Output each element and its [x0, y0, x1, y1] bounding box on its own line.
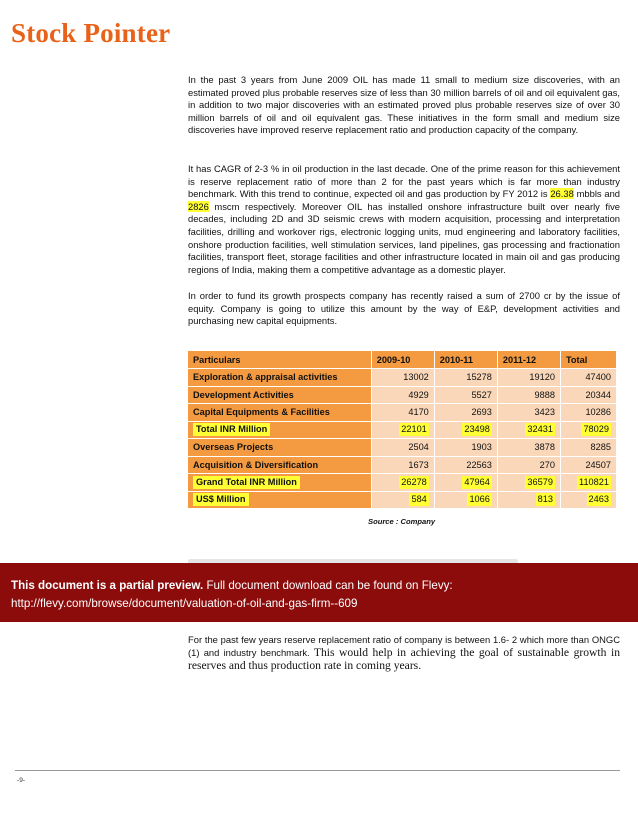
paragraph-funding: In order to fund its growth prospects company has recently raised a sum of 2700 cr by the issue of equity. Company is going to utilize this amount by the way of E&P, development activities and purchasing new capital equipments. — [188, 290, 620, 327]
table-cell: 2504 — [371, 439, 434, 457]
highlight-oil-production: 26.38 — [550, 188, 574, 200]
table-cell: 26278 — [401, 476, 427, 487]
footer-divider — [15, 770, 620, 771]
table-cell-wrap — [434, 421, 497, 439]
table-cell-wrap — [497, 421, 560, 439]
paragraph-text: mbbls and — [573, 188, 620, 200]
table-cell: 3423 — [497, 404, 560, 422]
table-cell: 32431 — [527, 424, 553, 435]
table-cell: 8285 — [560, 439, 616, 457]
table-cell: 78029 — [583, 424, 609, 435]
table-cell: 110821 — [579, 476, 609, 487]
table-row — [188, 439, 617, 457]
table-cell: 4929 — [371, 386, 434, 404]
table-cell: 2463 — [588, 494, 609, 505]
table-cell: 10286 — [560, 404, 616, 422]
table-cell: 47964 — [464, 476, 490, 487]
row-label: Grand Total INR Million — [193, 476, 300, 489]
table-cell-wrap — [434, 474, 497, 492]
table-cell-wrap — [497, 491, 560, 509]
paragraph-text: For the past few years reserve replacement ratio of company is between 1.6- 2 which more than ONGC (1) and industry benchmark. — [188, 634, 620, 658]
table-cell: 1903 — [434, 439, 497, 457]
paragraph-production — [188, 163, 620, 276]
row-label: Total INR Million — [193, 423, 270, 436]
table-cell: 1066 — [469, 494, 490, 505]
table-cell-wrap — [497, 474, 560, 492]
banner-text: Full document download can be found on Flevy: — [203, 579, 453, 592]
column-header: Particulars — [188, 351, 371, 369]
row-label: Acquisition & Diversification — [188, 456, 371, 474]
column-header: 2009-10 — [371, 351, 434, 369]
table-cell: 22563 — [434, 456, 497, 474]
page-title: Stock Pointer — [11, 18, 171, 48]
table-header-row — [188, 351, 617, 369]
row-label: Capital Equipments & Facilities — [188, 404, 371, 422]
table-cell-wrap — [371, 421, 434, 439]
table-cell: 13002 — [371, 369, 434, 387]
row-label-cell — [188, 474, 371, 492]
table-row-usd — [188, 491, 617, 509]
paragraph-text: It has CAGR of 2-3 % in oil production in the last decade. One of the prime reason for this achievement is reserve replacement ratio of more than 2 for the past years which is far more than industry benchmark. With this trend to continue, expected oil and gas production by FY 2012 is — [188, 163, 620, 200]
row-label: Exploration & appraisal activities — [188, 369, 371, 387]
paragraph-text: This would help in achieving the goal of sustainable growth in reserves and thus production rate in coming years. — [188, 646, 621, 672]
table-cell-wrap — [434, 491, 497, 509]
table-cell-wrap — [371, 491, 434, 509]
table-cell: 4170 — [371, 404, 434, 422]
table-cell: 47400 — [560, 369, 616, 387]
table-cell: 23498 — [464, 424, 490, 435]
row-label-cell — [188, 491, 371, 509]
paragraph-discoveries: In the past 3 years from June 2009 OIL has made 11 small to medium size discoveries, with an estimated proved plus probable reserves size of less than 30 million barrels of oil and oil equivalent gas, in addition to two major discoveries with an estimated proved plus probable reserves size of over 30 million barrels of oil and oil equivalent gas. These initiatives in the form small and medium size discoveries have improved reserve replacement ratio and production capacity of the company. — [188, 74, 620, 136]
table-cell-wrap — [560, 491, 616, 509]
highlight-gas-production: 2826 — [188, 200, 209, 212]
download-link[interactable]: http://flevy.com/browse/document/valuation-of-oil-and-gas-firm--609 — [11, 597, 358, 610]
row-label-cell — [188, 421, 371, 439]
row-label: Development Activities — [188, 386, 371, 404]
banner-message — [11, 579, 638, 592]
table-cell: 24507 — [560, 456, 616, 474]
table-cell: 36579 — [527, 476, 553, 487]
table-source-note: Source : Company — [368, 517, 436, 526]
table-row — [188, 456, 617, 474]
banner-bold-text: This document is a partial preview. — [11, 579, 204, 592]
table-cell: 3878 — [497, 439, 560, 457]
table-cell: 813 — [537, 494, 553, 505]
paragraph-reserve-ratio — [188, 633, 620, 672]
column-header: 2010-11 — [434, 351, 497, 369]
row-label: Overseas Projects — [188, 439, 371, 457]
table-cell: 9888 — [497, 386, 560, 404]
table-cell: 5527 — [434, 386, 497, 404]
column-header: 2011-12 — [497, 351, 560, 369]
capex-table — [188, 351, 617, 509]
table-cell: 584 — [411, 494, 427, 505]
table-cell: 1673 — [371, 456, 434, 474]
row-label: US$ Million — [193, 493, 249, 506]
table-cell-wrap — [560, 474, 616, 492]
table-cell: 270 — [497, 456, 560, 474]
table-row — [188, 369, 617, 387]
table-cell-wrap — [371, 474, 434, 492]
table-cell: 19120 — [497, 369, 560, 387]
page-number: -9- — [17, 777, 26, 784]
table-cell: 20344 — [560, 386, 616, 404]
table-row — [188, 404, 617, 422]
table-cell-wrap — [560, 421, 616, 439]
table-row-grand-total — [188, 474, 617, 492]
preview-banner — [0, 563, 638, 622]
table-cell: 22101 — [401, 424, 427, 435]
table-cell: 2693 — [434, 404, 497, 422]
table-row-total — [188, 421, 617, 439]
table-row — [188, 386, 617, 404]
column-header: Total — [560, 351, 616, 369]
table-cell: 15278 — [434, 369, 497, 387]
paragraph-text: mscm respectively. Moreover OIL has installed onshore infrastructure built over nearly five decades, including 2D and 3D seismic crews with modern acquisition, processing and interpretation facilities, drilling and workover rigs, electronic logging units, mud engineering and laboratory facilities, onshore production facilities, well stimulation services, land pipelines, gas processing and fractionation facilities, transport fleet, storage facilities and other infrastructure located in main oil and gas producing regions of India, making them a competitive advantage as a domestic player. — [188, 200, 620, 275]
